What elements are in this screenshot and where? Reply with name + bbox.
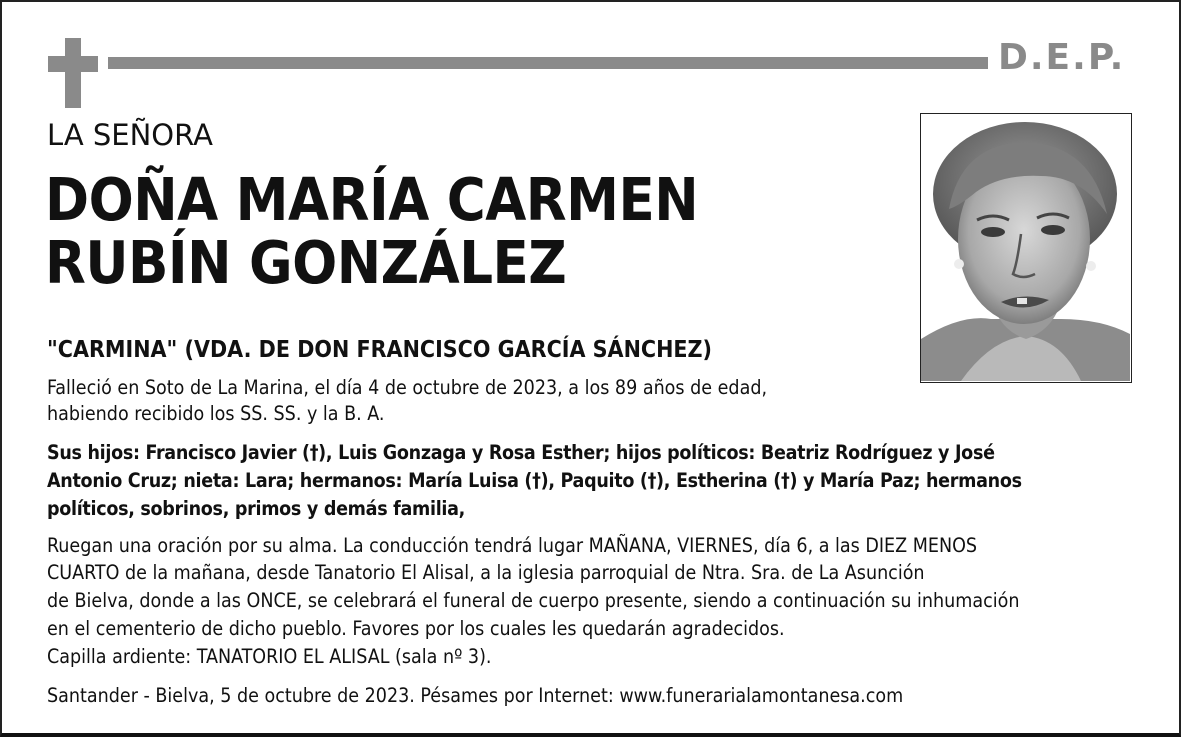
service-line-2: CUARTO de la mañana, desde Tanatorio El Alisal, a la iglesia parroquial de Ntra. Sra. de La Asunción	[47, 561, 925, 584]
dep-label: D.E.P.	[998, 37, 1126, 78]
service-line-5: Capilla ardiente: TANATORIO EL ALISAL (sala nº 3).	[47, 645, 492, 668]
header-rule	[108, 57, 988, 69]
service-line-3: de Bielva, donde a las ONCE, se celebrará el funeral de cuerpo presente, siendo a continuación su inhumación	[47, 589, 1020, 612]
service-line-4: en el cementerio de dicho pueblo. Favores por los cuales les quedarán agradecidos.	[47, 617, 785, 640]
death-line-2: habiendo recibido los SS. SS. y la B. A.	[47, 402, 385, 425]
name-line-2: RUBÍN GONZÁLEZ	[45, 228, 567, 297]
deceased-name	[45, 165, 699, 297]
death-line-1: Falleció en Soto de La Marina, el día 4 de octubre de 2023, a los 89 años de edad,	[47, 376, 768, 399]
family-line-3: políticos, sobrinos, primos y demás familia,	[47, 497, 466, 520]
family-line-2: Antonio Cruz; nieta: Lara; hermanos: María Luisa (†), Paquito (†), Estherina (†) y María Paz; hermanos	[47, 469, 1022, 492]
alias-line: "CARMINA" (VDA. DE DON FRANCISCO GARCÍA SÁNCHEZ)	[47, 337, 712, 363]
portrait-photo	[920, 113, 1132, 383]
honorific: LA SEÑORA	[47, 118, 213, 152]
footer-line: Santander - Bielva, 5 de octubre de 2023. Pésames por Internet: www.funerarialamontanesa.com	[47, 684, 904, 707]
name-line-1: DOÑA MARÍA CARMEN	[45, 165, 699, 234]
family-line-1: Sus hijos: Francisco Javier (†), Luis Gonzaga y Rosa Esther; hijos políticos: Beatriz Rodríguez y José	[47, 441, 995, 464]
service-line-1: Ruegan una oración por su alma. La conducción tendrá lugar MAÑANA, VIERNES, día 6, a las DIEZ MENOS	[47, 534, 978, 557]
